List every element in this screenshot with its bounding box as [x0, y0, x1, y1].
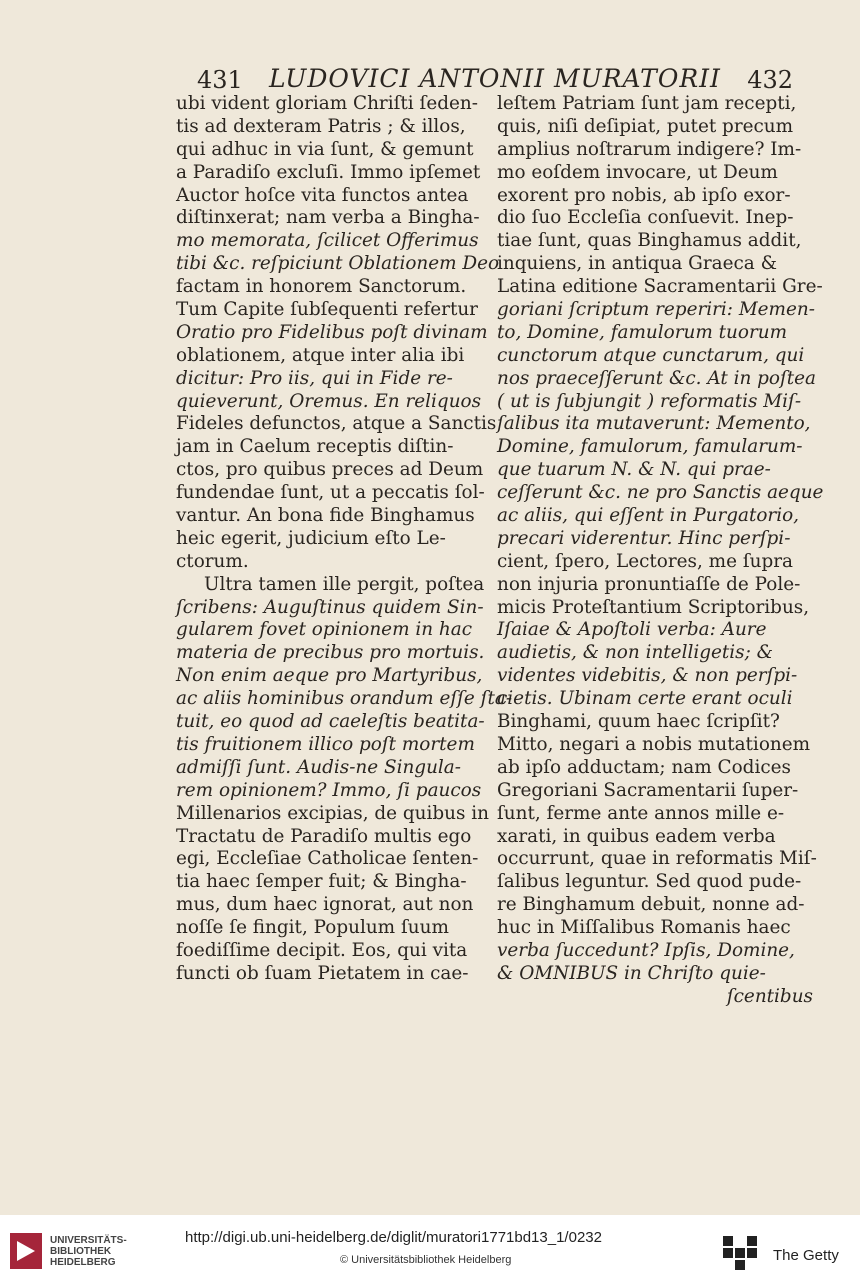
- text-line: Fideles defunctos, atque a Sanctis: [176, 413, 497, 435]
- permalink-url[interactable]: http://digi.ub.uni-heidelberg.de/diglit/muratori1771bd13_1/0232: [185, 1229, 602, 1246]
- text-line: verba ſuccedunt? Ipſis, Domine,: [497, 939, 795, 961]
- text-line: ctos, pro quibus preces ad Deum: [176, 459, 484, 481]
- text-line: ſcribens: Auguſtinus quidem Sin-: [176, 596, 484, 618]
- text-line: leſtem Patriam ſunt jam recepti,: [497, 93, 797, 114]
- library-name-line1: UNIVERSITÄTS-: [50, 1235, 127, 1246]
- getty-partner-name[interactable]: The Getty: [773, 1247, 839, 1264]
- text-line: gularem fovet opinionem in hac: [176, 619, 473, 641]
- text-line: ab ipſo adductam; nam Codices: [497, 756, 791, 778]
- right-text-column: [497, 93, 824, 1009]
- text-line: Ultra tamen ille pergit, poſtea: [204, 573, 485, 595]
- text-line: ceſſerunt &c. ne pro Sanctis aeque: [497, 482, 824, 504]
- text-line: audietis, & non intelligetis; &: [497, 642, 773, 664]
- text-line: micis Proteſtantium Scriptoribus,: [497, 596, 810, 618]
- text-line: mo memorata, ſcilicet Offerimus: [176, 230, 479, 252]
- text-line: videntes videbitis, & non perſpi-: [497, 665, 798, 687]
- getty-logo-icon[interactable]: [722, 1235, 758, 1271]
- text-line: a Paradiſo excluſi. Immo ipſemet: [176, 161, 481, 183]
- text-line: Tractatu de Paradiſo multis ego: [176, 825, 472, 847]
- text-line: qui adhuc in via ſunt, & gemunt: [176, 138, 474, 160]
- text-line: non injuria pronuntiaſſe de Pole-: [497, 573, 801, 595]
- text-line: amplius noſtrarum indigere? Im-: [497, 138, 802, 160]
- text-line: tis fruitionem illico poſt mortem: [176, 733, 475, 755]
- text-line: mo eoſdem invocare, ut Deum: [497, 161, 778, 183]
- text-line: cietis. Ubinam certe erant oculi: [497, 688, 793, 710]
- text-line: ctorum.: [176, 550, 249, 572]
- text-line: & OMNIBUS in Chriſto quie-: [497, 962, 766, 984]
- text-line: Millenarios excipias, de quibus in: [176, 802, 490, 824]
- running-title: LUDOVICI ANTONII MURATORII: [269, 64, 721, 93]
- library-name-line2: BIBLIOTHEK: [50, 1246, 112, 1257]
- text-line: tibi &c. reſpiciunt Oblationem Deo: [176, 253, 500, 275]
- text-line: mus, dum haec ignorat, aut non: [176, 894, 474, 916]
- text-line: functi ob ſuam Pietatem in cae-: [176, 962, 469, 984]
- text-line: exorent pro nobis, ab ipſo exor-: [497, 184, 791, 206]
- text-line: que tuarum N. & N. qui prae-: [497, 459, 771, 481]
- text-line: ſalibus ita mutaverunt: Memento,: [497, 413, 811, 435]
- text-line: Tum Capite ſubſequenti refertur: [176, 299, 478, 321]
- text-line: vantur. An bona fide Binghamus: [176, 505, 475, 527]
- text-line: to, Domine, famulorum tuorum: [497, 321, 788, 343]
- text-line: Gregoriani Sacramentarii ſuper-: [497, 779, 799, 801]
- text-line: diſtinxerat; nam verba a Bingha-: [176, 207, 480, 229]
- page-number-left: 431: [197, 66, 243, 94]
- text-line: Oratio pro Fidelibus poſt divinam: [176, 321, 488, 343]
- text-line: goriani ſcriptum reperiri: Memen-: [497, 299, 815, 321]
- text-line: tis ad dexteram Patris ; & illos,: [176, 115, 466, 137]
- text-line: Latina editione Sacramentarii Gre-: [497, 276, 823, 298]
- text-line: inquiens, in antiqua Graeca &: [497, 253, 777, 275]
- text-line: tiae ſunt, quas Binghamus addit,: [497, 230, 802, 252]
- text-line: Non enim aeque pro Martyribus,: [176, 665, 483, 687]
- text-line: precari viderentur. Hinc perſpi-: [497, 527, 791, 549]
- text-line: rem opinionem? Immo, ſi paucos: [176, 779, 482, 801]
- text-line: cient, ſpero, Lectores, me ſupra: [497, 550, 794, 572]
- text-line: materia de precibus pro mortuis.: [176, 642, 485, 664]
- text-line: foediſſime decipit. Eos, qui vita: [176, 939, 468, 961]
- text-line: Binghami, quum haec ſcripſit?: [497, 711, 780, 733]
- text-line: heic egerit, judicium eſto Le-: [176, 527, 446, 549]
- text-line: admiſſi ſunt. Audis-ne Singula-: [176, 756, 461, 778]
- text-line: huc in Miſſalibus Romanis haec: [497, 917, 791, 939]
- text-line: ac aliis, qui eſſent in Purgatorio,: [497, 505, 800, 527]
- left-text-column: [176, 93, 513, 986]
- viewer-footer: [0, 1215, 860, 1277]
- text-line: Mitto, negari a nobis mutationem: [497, 733, 811, 755]
- text-line: quis, niſi deſipiat, putet precum: [497, 115, 794, 137]
- text-line: xarati, in quibus eadem verba: [497, 825, 776, 847]
- text-line: quieverunt, Oremus. En reliquos: [176, 390, 482, 412]
- page-number-right: 432: [747, 66, 793, 94]
- text-line: dio ſuo Eccleſia conſuevit. Inep-: [497, 207, 794, 229]
- text-line: factam in honorem Sanctorum.: [176, 276, 467, 298]
- text-line: ac aliis hominibus orandum eſſe ſta-: [176, 688, 513, 710]
- text-line: noſſe ſe fingit, Populum ſuum: [176, 917, 449, 939]
- text-line: nos praeceſſerunt &c. At in poſtea: [497, 367, 817, 389]
- text-line: cunctorum atque cunctarum, qui: [497, 344, 805, 366]
- text-line: occurrunt, quae in reformatis Miſ-: [497, 848, 817, 870]
- text-line: tia haec ſemper fuit; & Bingha-: [176, 871, 467, 893]
- text-line: egi, Eccleſiae Catholicae ſenten-: [176, 848, 479, 870]
- library-name-line3: HEIDELBERG: [50, 1257, 116, 1268]
- text-line: tuit, eo quod ad caeleſtis beatita-: [176, 711, 485, 733]
- text-line: Domine, famulorum, famularum-: [497, 436, 803, 458]
- text-line: oblationem, atque inter alia ibi: [176, 344, 465, 366]
- text-line: ſcentibus: [726, 985, 813, 1007]
- text-line: re Binghamum debuit, nonne ad-: [497, 894, 805, 916]
- text-line: ( ut is ſubjungit ) reformatis Miſ-: [497, 390, 802, 412]
- text-line: fundendae ſunt, ut a peccatis ſol-: [176, 482, 485, 504]
- text-line: dicitur: Pro iis, qui in Fide re-: [176, 367, 453, 389]
- text-line: jam in Caelum receptis diſtin-: [176, 436, 454, 458]
- university-logo-icon: [10, 1233, 42, 1269]
- text-line: ſunt, ferme ante annos mille e-: [497, 802, 785, 824]
- text-line: ubi vident gloriam Chriſti ſeden-: [176, 93, 478, 114]
- text-line: Auctor hoſce vita functos antea: [176, 184, 469, 206]
- university-library-logo[interactable]: [10, 1233, 170, 1273]
- text-line: Iſaiae & Apoſtoli verba: Aure: [497, 619, 767, 641]
- text-line: ſalibus leguntur. Sed quod pude-: [497, 871, 802, 893]
- copyright-notice: © Universitätsbibliothek Heidelberg: [340, 1254, 512, 1266]
